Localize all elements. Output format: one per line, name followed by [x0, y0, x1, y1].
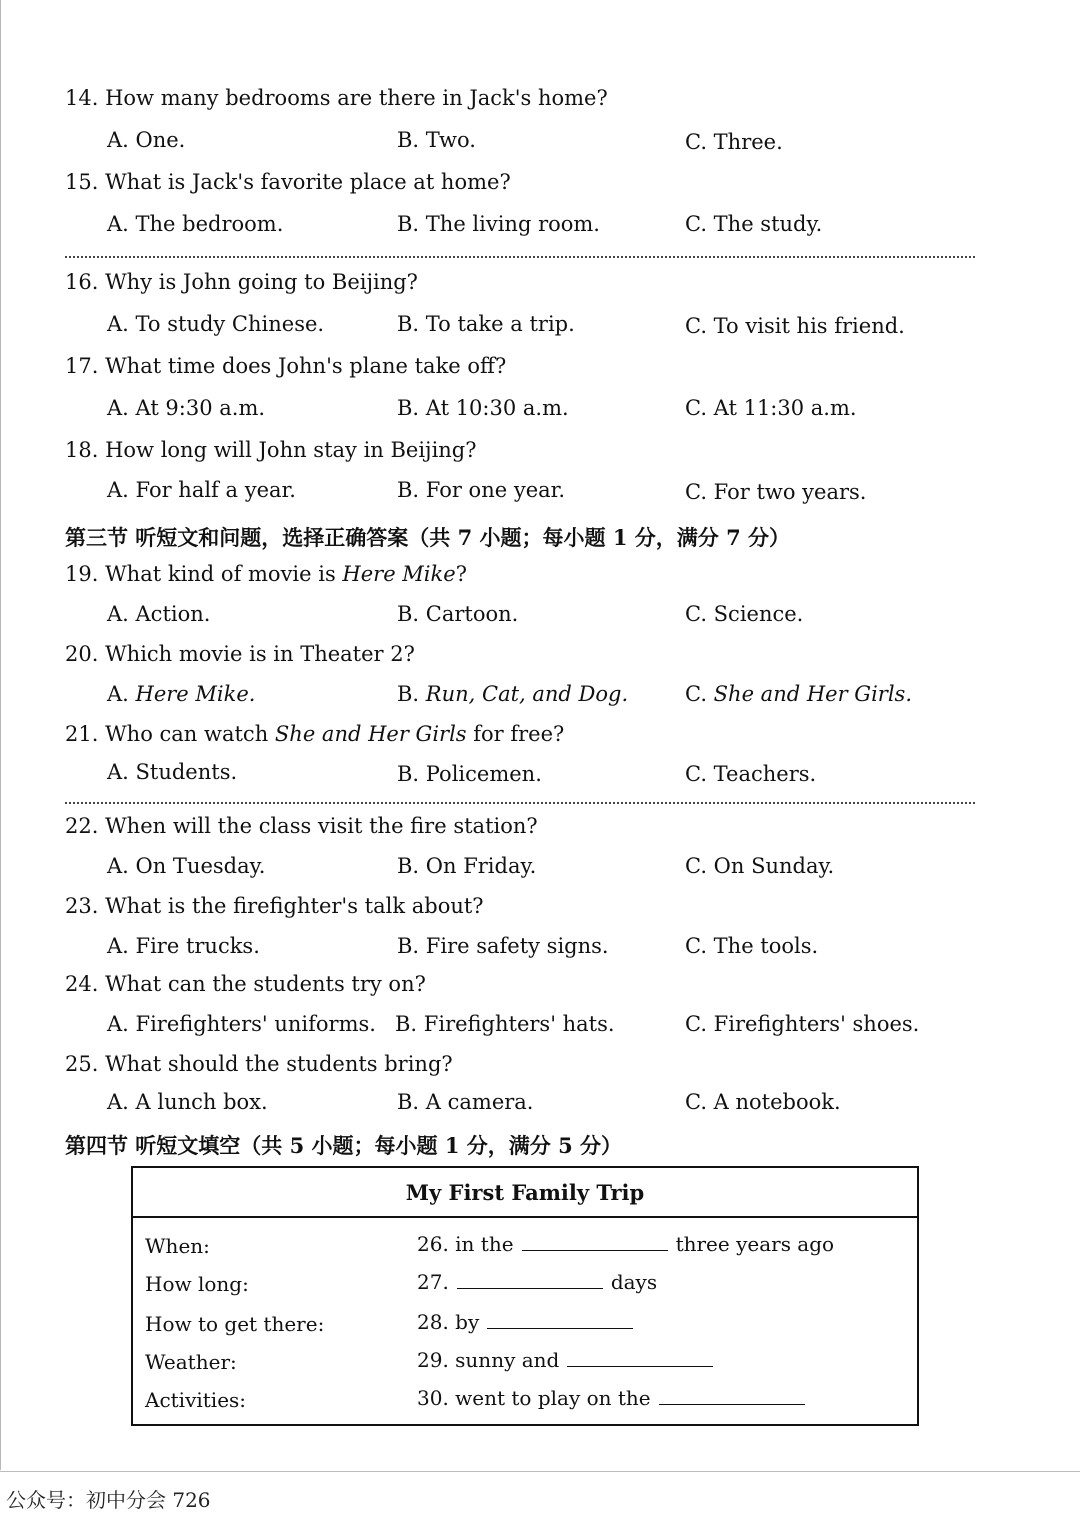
question-18: 18. How long will John stay in Beijing? — [65, 438, 477, 462]
question-17: 17. What time does John's plane take off? — [65, 354, 507, 378]
option-19b: B. Cartoon. — [397, 602, 519, 626]
option-22a: A. On Tuesday. — [107, 854, 266, 878]
option-24a: A. Firefighters' uniforms. — [107, 1012, 376, 1036]
row-cell-29: 29. sunny and — [417, 1348, 721, 1372]
option-18a: A. For half a year. — [107, 478, 296, 502]
question-20: 20. Which movie is in Theater 2? — [65, 642, 415, 666]
answer-blank-27[interactable] — [457, 1270, 603, 1289]
question-23: 23. What is the firefighter's talk about? — [65, 894, 484, 918]
answer-blank-30[interactable] — [659, 1386, 805, 1405]
question-24: 24. What can the students try on? — [65, 972, 426, 996]
option-15c: C. The study. — [685, 212, 823, 236]
section-4-heading: 第四节 听短文填空（共 5 小题；每小题 1 分，满分 5 分） — [65, 1133, 623, 1158]
option-15a: A. The bedroom. — [107, 212, 284, 236]
option-17c: C. At 11:30 a.m. — [685, 396, 857, 420]
row-label-weather: Weather: — [145, 1350, 237, 1374]
option-22c: C. On Sunday. — [685, 854, 835, 878]
option-14a: A. One. — [107, 128, 186, 152]
option-17b: B. At 10:30 a.m. — [397, 396, 569, 420]
option-18b: B. For one year. — [397, 478, 566, 502]
footer-watermark: 公众号：初中分会 726 — [6, 1488, 211, 1512]
row-label-activities: Activities: — [145, 1388, 247, 1412]
option-23a: A. Fire trucks. — [107, 934, 260, 958]
option-25c: C. A notebook. — [685, 1090, 841, 1114]
answer-blank-29[interactable] — [567, 1348, 713, 1367]
question-14: 14. How many bedrooms are there in Jack's home? — [65, 86, 608, 110]
row-cell-27: 27. days — [417, 1270, 658, 1294]
question-19: 19. What kind of movie is Here Mike? — [65, 562, 467, 586]
question-22: 22. When will the class visit the fire station? — [65, 814, 538, 838]
option-20c: C. She and Her Girls. — [685, 682, 913, 706]
option-25b: B. A camera. — [397, 1090, 534, 1114]
option-22b: B. On Friday. — [397, 854, 537, 878]
row-cell-30: 30. went to play on the — [417, 1386, 813, 1410]
option-19c: C. Science. — [685, 602, 804, 626]
table-header-rule — [133, 1216, 917, 1218]
row-label-transport: How to get there: — [145, 1312, 325, 1336]
trip-table — [131, 1166, 919, 1426]
question-25: 25. What should the students bring? — [65, 1052, 453, 1076]
option-21c: C. Teachers. — [685, 762, 817, 786]
option-24b: B. Firefighters' hats. — [395, 1012, 615, 1036]
row-cell-28: 28. by — [417, 1310, 641, 1334]
option-20b: B. Run, Cat, and Dog. — [397, 682, 629, 706]
option-15b: B. The living room. — [397, 212, 600, 236]
question-15: 15. What is Jack's favorite place at home? — [65, 170, 511, 194]
row-label-when: When: — [145, 1234, 210, 1258]
option-19a: A. Action. — [107, 602, 211, 626]
option-21a: A. Students. — [107, 760, 238, 784]
option-16a: A. To study Chinese. — [107, 312, 325, 336]
section-3-heading: 第三节 听短文和问题，选择正确答案（共 7 小题；每小题 1 分，满分 7 分） — [65, 525, 791, 550]
option-20a: A. Here Mike. — [107, 682, 256, 706]
question-16: 16. Why is John going to Beijing? — [65, 270, 418, 294]
answer-blank-28[interactable] — [487, 1310, 633, 1329]
option-25a: A. A lunch box. — [107, 1090, 268, 1114]
option-24c: C. Firefighters' shoes. — [685, 1012, 920, 1036]
footer-divider — [0, 1471, 1080, 1472]
option-14b: B. Two. — [397, 128, 476, 152]
question-21: 21. Who can watch She and Her Girls for free? — [65, 722, 565, 746]
section-divider — [65, 802, 975, 804]
section-divider — [65, 256, 975, 258]
option-14c: C. Three. — [685, 130, 783, 154]
row-cell-26: 26. in the three years ago — [417, 1232, 835, 1256]
option-18c: C. For two years. — [685, 480, 867, 504]
option-23b: B. Fire safety signs. — [397, 934, 609, 958]
option-23c: C. The tools. — [685, 934, 819, 958]
option-21b: B. Policemen. — [397, 762, 542, 786]
option-16b: B. To take a trip. — [397, 312, 575, 336]
option-17a: A. At 9:30 a.m. — [107, 396, 266, 420]
table-title: My First Family Trip — [405, 1180, 645, 1205]
row-label-how-long: How long: — [145, 1272, 249, 1296]
option-16c: C. To visit his friend. — [685, 314, 905, 338]
answer-blank-26[interactable] — [522, 1232, 668, 1251]
